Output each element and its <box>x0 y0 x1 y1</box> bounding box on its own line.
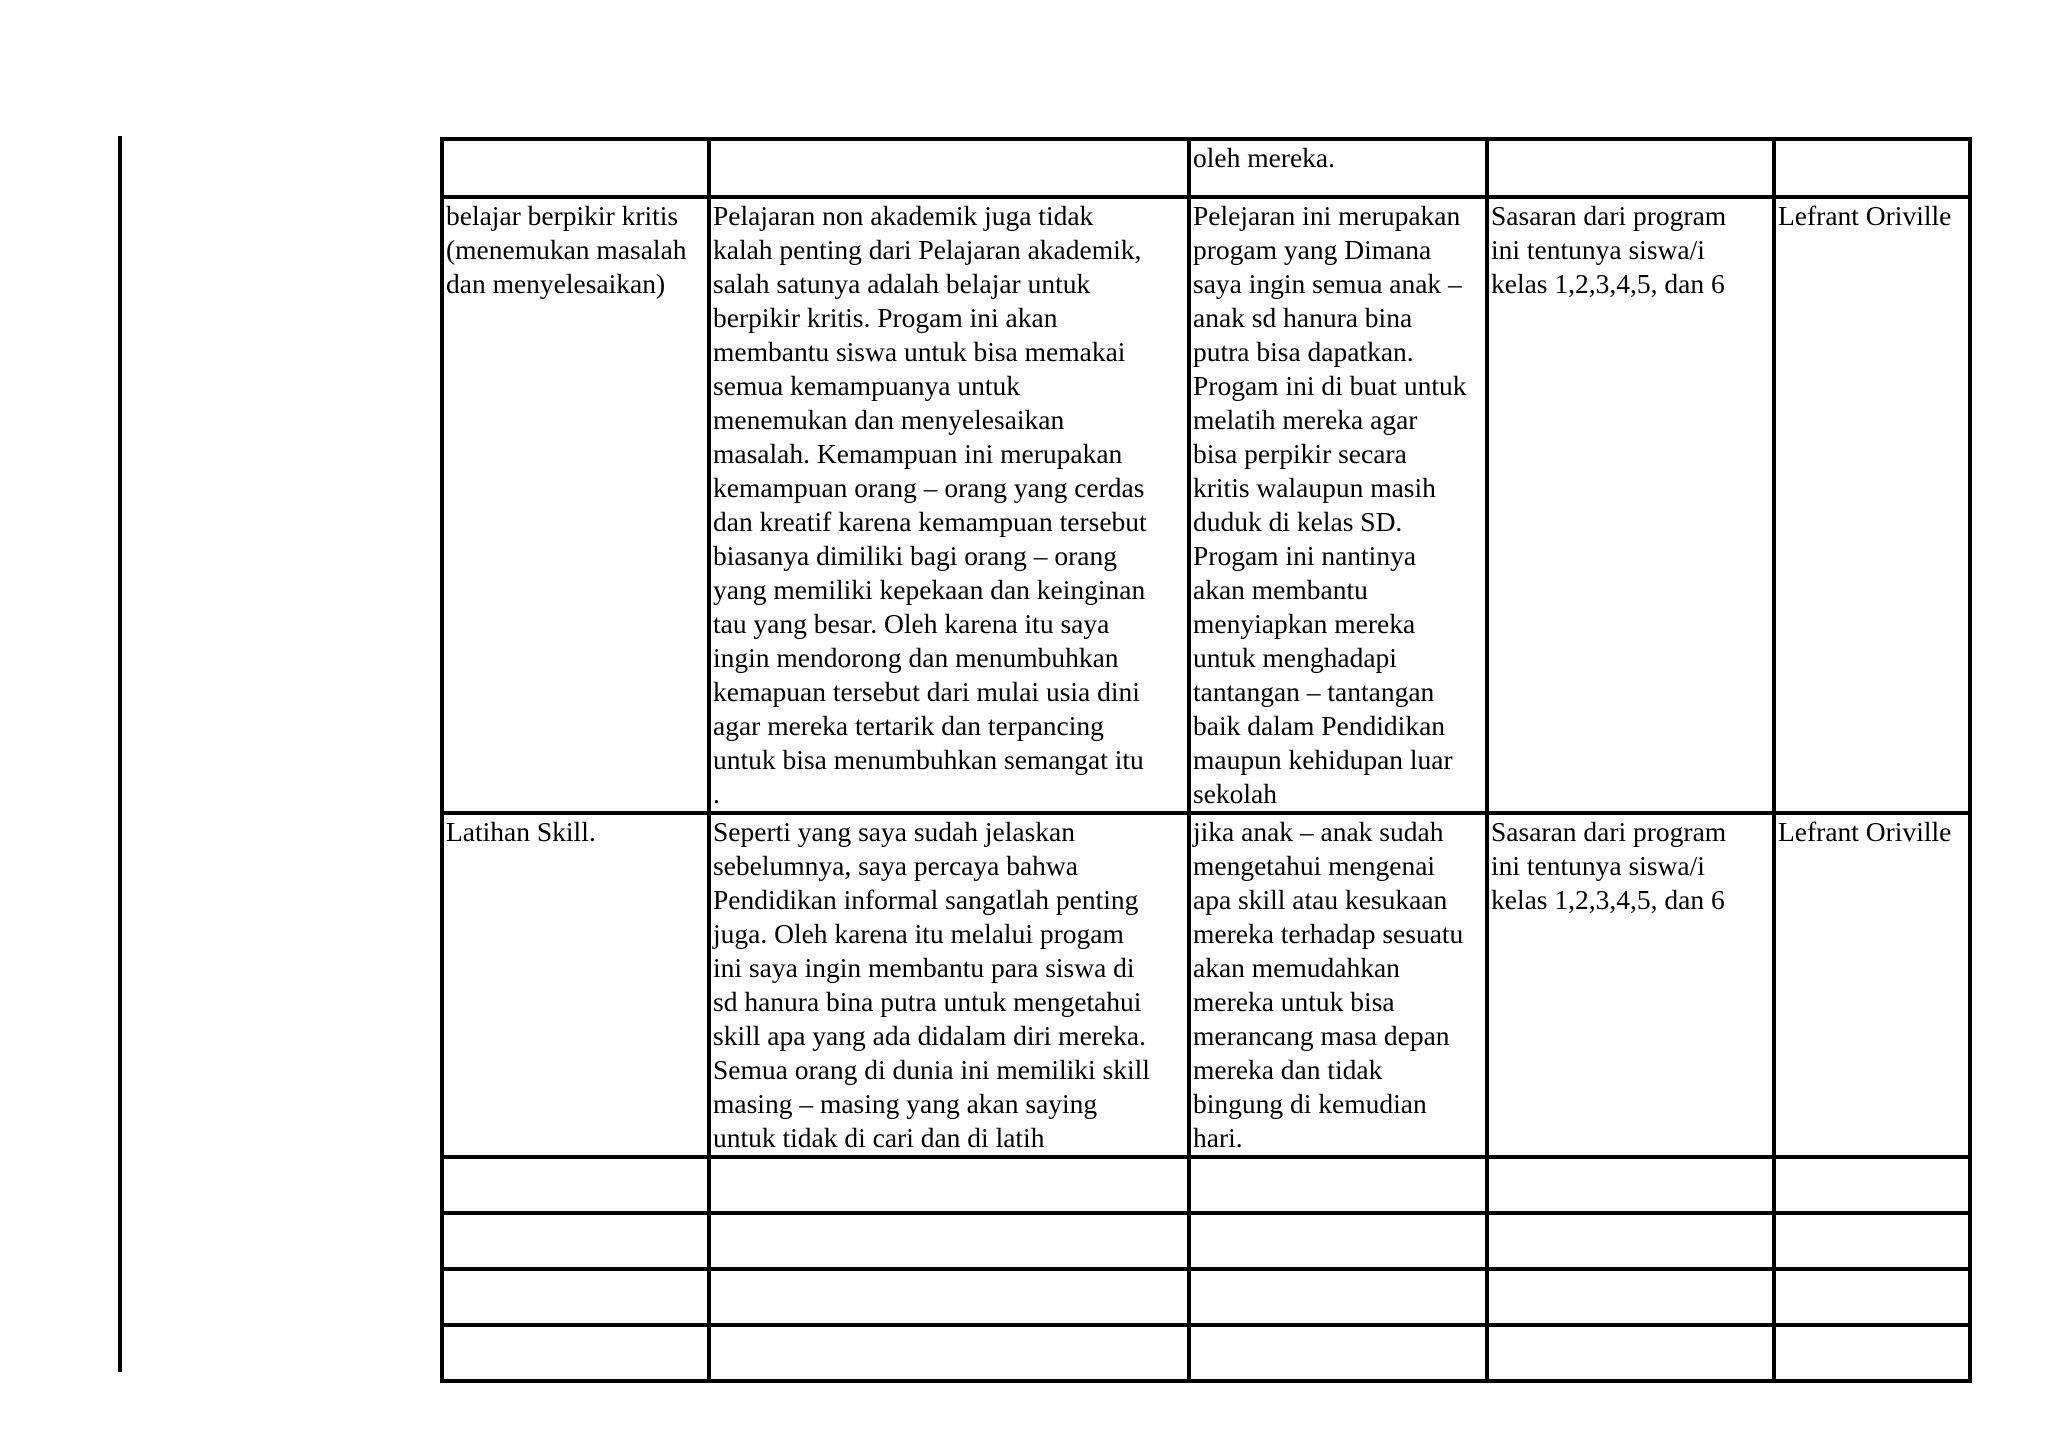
empty-cell <box>1487 1157 1774 1213</box>
empty-cell <box>1189 1269 1487 1325</box>
page-margin-line <box>118 136 122 1372</box>
empty-cell <box>709 1269 1189 1325</box>
empty-cell <box>1487 1213 1774 1269</box>
empty-cell <box>1189 1325 1487 1381</box>
empty-cell <box>442 1157 709 1213</box>
empty-cell <box>709 1325 1189 1381</box>
program-table <box>440 137 1972 1383</box>
cell-description: Seperti yang saya sudah jelaskan sebelumnya, saya percaya bahwa Pendidikan informal sangatlah penting juga. Oleh karena itu melalui progam ini saya ingin membantu para siswa di sd hanura bina putra untuk mengetahui skill apa yang ada didalam diri mereka. Semua orang di dunia ini memiliki skill masing – masing yang akan saying untuk tidak di cari dan di latih <box>709 813 1189 1157</box>
empty-cell <box>1189 1213 1487 1269</box>
empty-cell <box>442 1325 709 1381</box>
empty-table-row <box>442 1213 1970 1269</box>
empty-cell <box>1487 1269 1774 1325</box>
cell-target: Sasaran dari program ini tentunya siswa/i kelas 1,2,3,4,5, dan 6 <box>1487 197 1774 813</box>
empty-cell <box>1487 1325 1774 1381</box>
cell-person: Lefrant Oriville <box>1774 813 1970 1157</box>
empty-cell <box>1774 1213 1970 1269</box>
empty-table-row <box>442 1157 1970 1213</box>
empty-cell <box>442 1269 709 1325</box>
cell-program-name: Latihan Skill. <box>442 813 709 1157</box>
cell-person <box>1774 139 1970 197</box>
table-row <box>442 813 1970 1157</box>
cell-purpose: jika anak – anak sudah mengetahui mengenai apa skill atau kesukaan mereka terhadap sesuatu akan memudahkan mereka untuk bisa merancang masa depan mereka dan tidak bingung di kemudian hari. <box>1189 813 1487 1157</box>
cell-program-name <box>442 139 709 197</box>
table-row <box>442 139 1970 197</box>
cell-purpose: oleh mereka. <box>1189 139 1487 197</box>
empty-cell <box>709 1213 1189 1269</box>
cell-program-name: belajar berpikir kritis (menemukan masalah dan menyelesaikan) <box>442 197 709 813</box>
cell-description <box>709 139 1189 197</box>
cell-target <box>1487 139 1774 197</box>
empty-cell <box>709 1157 1189 1213</box>
cell-description: Pelajaran non akademik juga tidak kalah penting dari Pelajaran akademik, salah satunya adalah belajar untuk berpikir kritis. Progam ini akan membantu siswa untuk bisa memakai semua kemampuanya untuk menemukan dan menyelesaikan masalah. Kemampuan ini merupakan kemampuan orang – orang yang cerdas dan kreatif karena kemampuan tersebut biasanya dimiliki bagi orang – orang yang memiliki kepekaan dan keinginan tau yang besar. Oleh karena itu saya ingin mendorong dan menumbuhkan kemapuan tersebut dari mulai usia dini agar mereka tertarik dan terpancing untuk bisa menumbuhkan semangat itu . <box>709 197 1189 813</box>
empty-table-row <box>442 1325 1970 1381</box>
empty-cell <box>1774 1325 1970 1381</box>
cell-target: Sasaran dari program ini tentunya siswa/i kelas 1,2,3,4,5, dan 6 <box>1487 813 1774 1157</box>
empty-cell <box>442 1213 709 1269</box>
empty-cell <box>1774 1157 1970 1213</box>
cell-purpose: Pelejaran ini merupakan progam yang Dimana saya ingin semua anak – anak sd hanura bina putra bisa dapatkan. Progam ini di buat untuk melatih mereka agar bisa perpikir secara kritis walaupun masih duduk di kelas SD. Progam ini nantinya akan membantu menyiapkan mereka untuk menghadapi tantangan – tantangan baik dalam Pendidikan maupun kehidupan luar sekolah <box>1189 197 1487 813</box>
empty-cell <box>1189 1157 1487 1213</box>
cell-person: Lefrant Oriville <box>1774 197 1970 813</box>
empty-table-row <box>442 1269 1970 1325</box>
table-row <box>442 197 1970 813</box>
empty-cell <box>1774 1269 1970 1325</box>
